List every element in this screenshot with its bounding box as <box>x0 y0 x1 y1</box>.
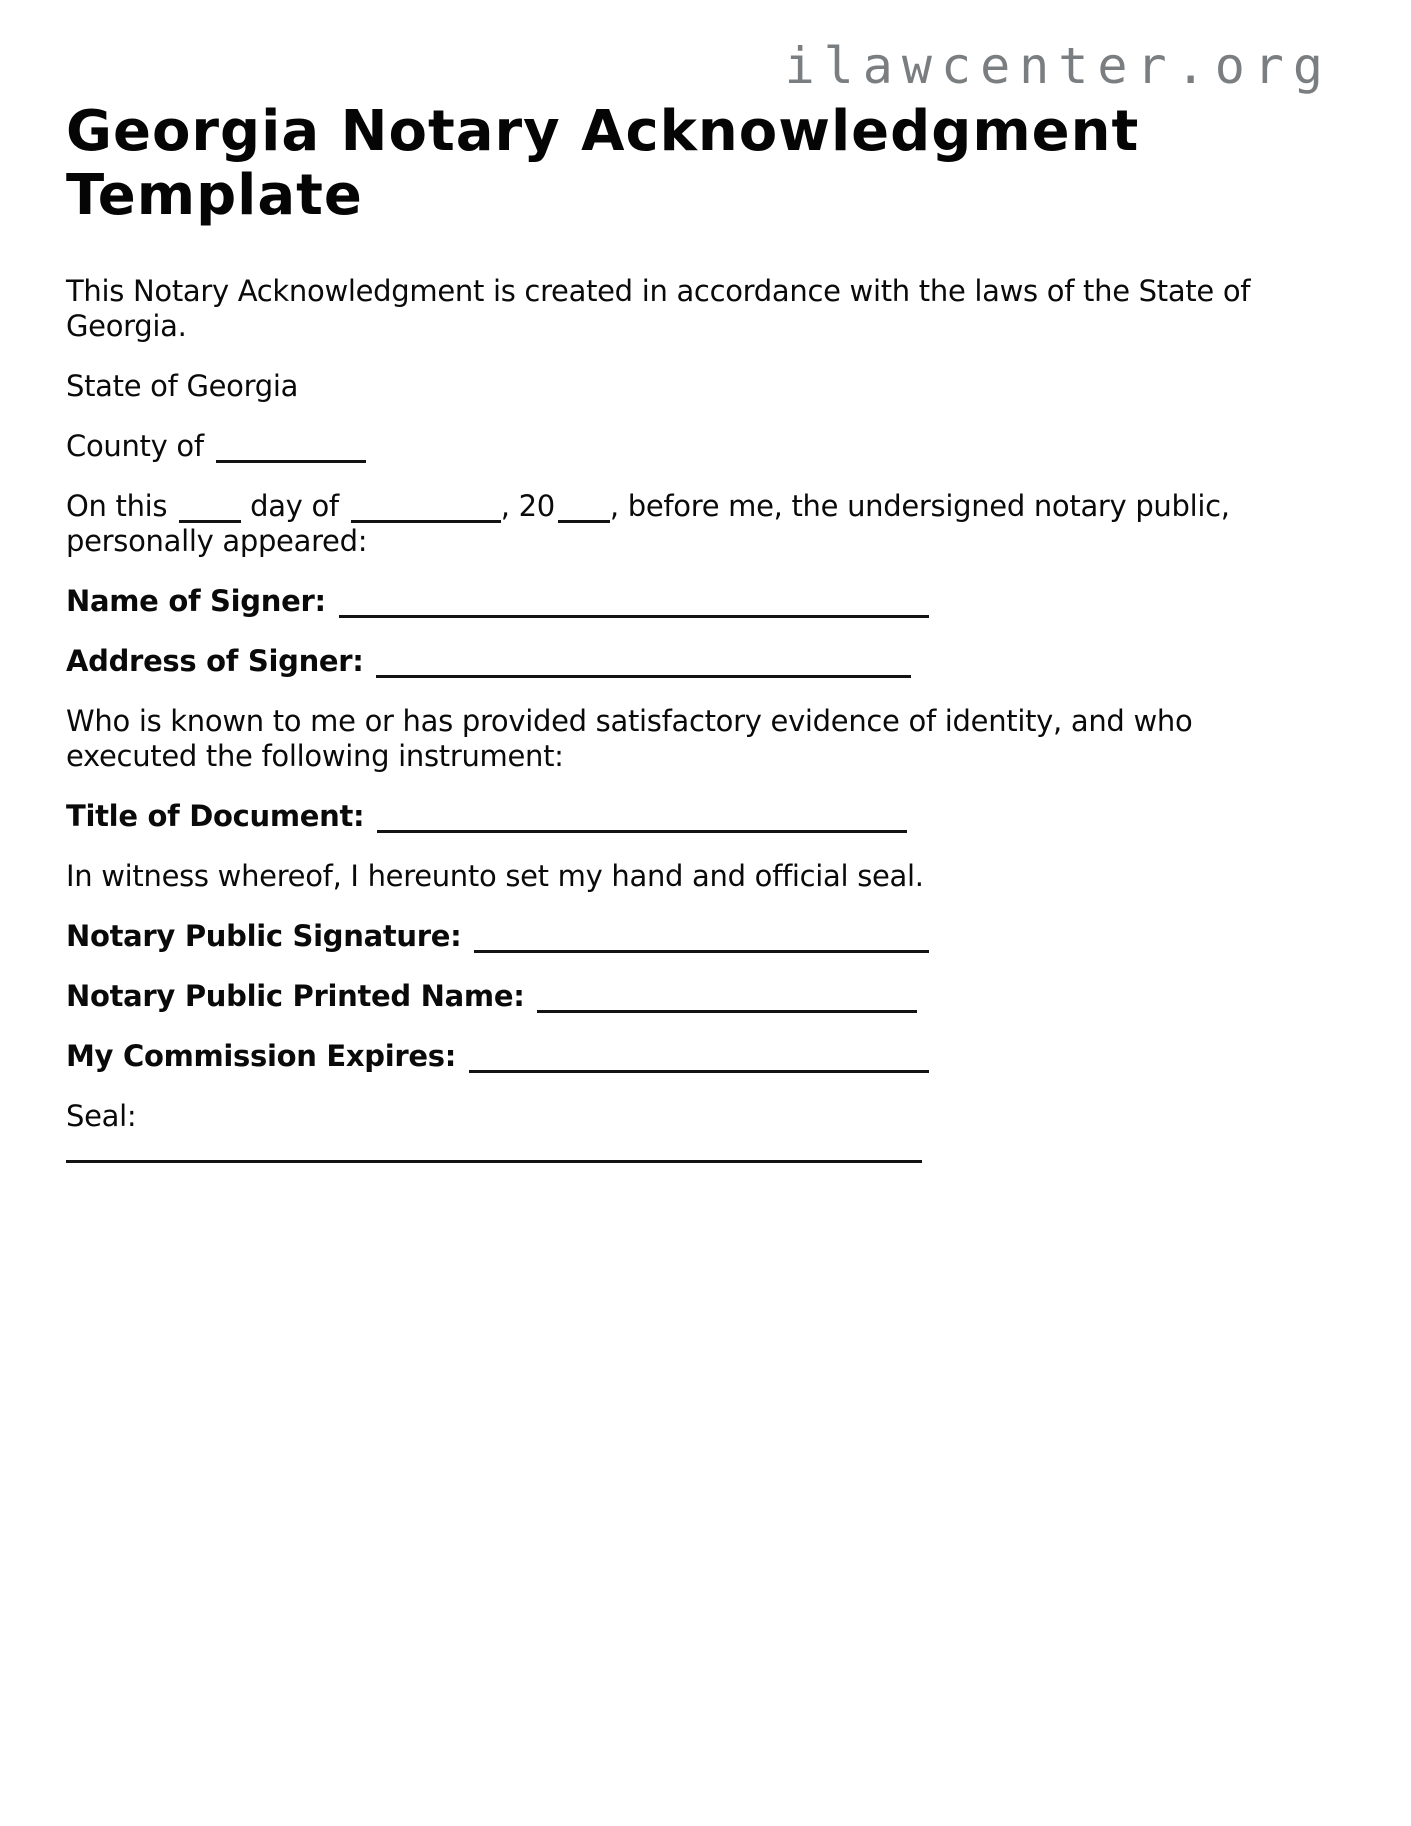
notary-signature-label: Notary Public Signature: <box>66 919 472 953</box>
name-of-signer-row <box>66 584 1346 619</box>
witness-paragraph: In witness whereof, I hereunto set my hand and official seal. <box>66 859 924 893</box>
date-line <box>66 489 1326 559</box>
county-line <box>66 429 1346 464</box>
notary-printed-name-row <box>66 979 1346 1014</box>
name-of-signer-blank-line <box>339 587 929 618</box>
intro-paragraph: This Notary Acknowledgment is created in accordance with the laws of the State of Georgia. <box>66 274 1251 343</box>
title-of-document-row <box>66 799 1346 834</box>
page-title: Georgia Notary Acknowledgment Template <box>66 99 1140 228</box>
state-line: State of Georgia <box>66 369 299 403</box>
notary-signature-row <box>66 919 1346 954</box>
seal-blank-line <box>66 1160 922 1163</box>
day-blank-line <box>179 492 241 523</box>
county-blank-line <box>216 432 366 463</box>
year-blank-line <box>558 492 610 523</box>
commission-expires-label: My Commission Expires: <box>66 1039 466 1073</box>
address-of-signer-blank-line <box>376 647 911 678</box>
commission-expires-blank-line <box>469 1042 929 1073</box>
name-of-signer-label: Name of Signer: <box>66 584 336 618</box>
county-prefix: County of <box>66 429 213 463</box>
notary-printed-name-blank-line <box>537 982 917 1013</box>
seal-label: Seal: <box>66 1099 137 1133</box>
address-of-signer-row <box>66 644 1346 679</box>
date-comma-20: , 20 <box>500 489 555 523</box>
address-of-signer-label: Address of Signer: <box>66 644 374 678</box>
site-logo: ilawcenter.org <box>784 37 1332 95</box>
title-of-document-label: Title of Document: <box>66 799 375 833</box>
date-day-of: day of <box>241 489 348 523</box>
notary-signature-blank-line <box>474 922 929 953</box>
commission-expires-row <box>66 1039 1346 1074</box>
title-of-document-blank-line <box>377 802 907 833</box>
month-blank-line <box>351 492 501 523</box>
date-on-this: On this <box>66 489 177 523</box>
notary-printed-name-label: Notary Public Printed Name: <box>66 979 535 1013</box>
known-paragraph: Who is known to me or has provided satisfactory evidence of identity, and who executed the following instrument: <box>66 704 1193 773</box>
date-before-me: , before me, the undersigned notary public, personally appeared: <box>66 489 1230 558</box>
